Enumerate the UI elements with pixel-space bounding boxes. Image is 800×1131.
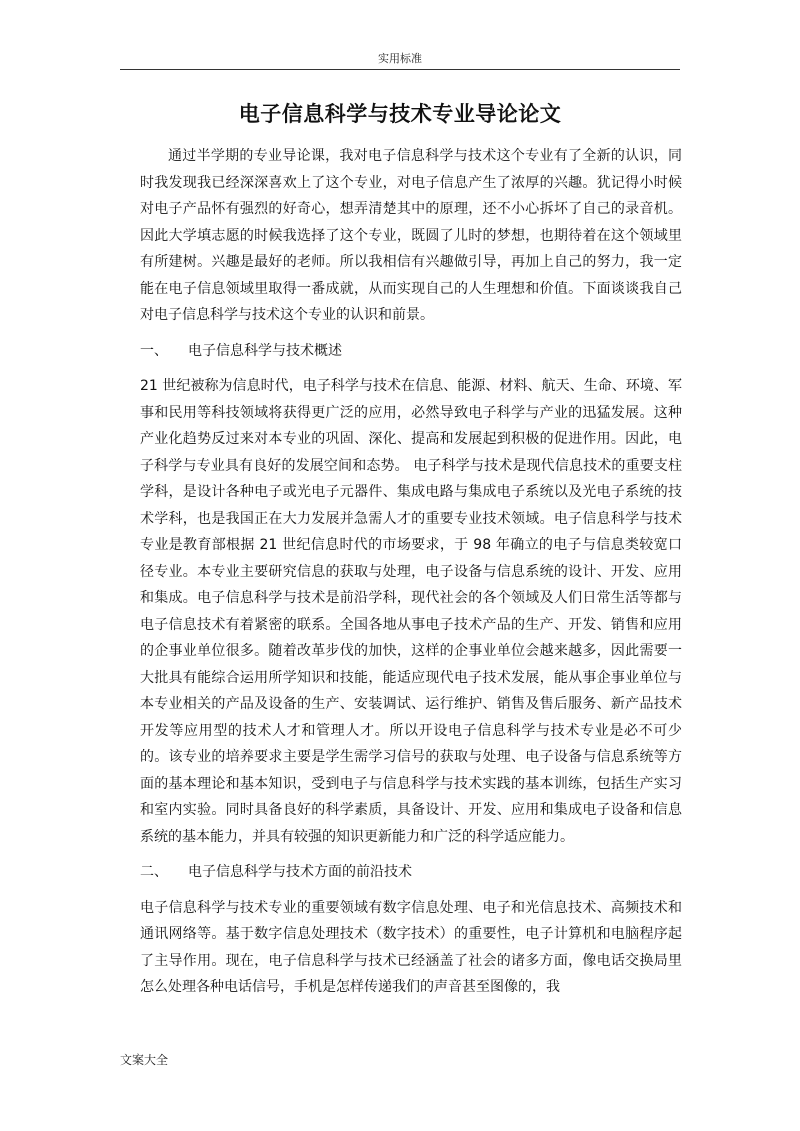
page-footer: 文案大全 bbox=[120, 1053, 169, 1067]
intro-paragraph: 通过半学期的专业导论课，我对电子信息科学与技术这个专业有了全新的认识，同时我发现我已经深深喜欢上了这个专业，对电子信息产生了浓厚的兴趣。犹记得小时候对电子产品怀有强烈的好奇心，想弄清楚其中的原理，还不小心拆坏了自己的录音机。因此大学填志愿的时候我选择了这个专业，既圆了儿时的梦想，也期待着在这个领域里有所建树。兴趣是最好的老师。所以我相信有兴趣做引导，再加上自己的努力，我一定能在电子信息领域里取得一番成就，从而实现自己的人生理想和价值。下面谈谈我自己对电子信息科学与技术这个专业的认识和前景。 bbox=[140, 148, 682, 323]
section-title: 电子信息科学与技术方面的前沿技术 bbox=[188, 864, 412, 880]
section-number: 一、 bbox=[140, 342, 168, 359]
section-heading-2 bbox=[140, 859, 682, 886]
section-title: 电子信息科学与技术概述 bbox=[188, 342, 342, 359]
section-number: 二、 bbox=[140, 864, 168, 880]
section-heading-1 bbox=[140, 338, 682, 365]
section-paragraph-1: 21 世纪被称为信息时代，电子科学与技术在信息、能源、材料、航天、生命、环境、军事和民用等科技领域将获得更广泛的应用，必然导致电子科学与产业的迅猛发展。这种产业化趋势反过来对本专业的巩固、深化、提高和发展起到积极的促进作用。因此，电子科学与专业具有良好的发展空间和态势。 电子科学与技术是现代信息技术的重要支柱学科，是设计各种电子或光电子元器件、集成电路与集成电子系统以及光电子系统的技术学科，也是我国正在大力发展并急需人才的重要专业技术领域。电子信息科学与技术专业是教育部根据 21 世纪信息时代的市场要求，于 98 年确立的电子与信息类较宽口径专业。本专业主要研究信息的获取与处理，电子设备与信息系统的设计、开发、应用和集成。电子信息科学与技术是前沿学科，现代社会的各个领域及人们日常生活等都与电子信息技术有着紧密的联系。全国各地从事电子技术产品的生产、开发、销售和应用的企事业单位很多。随着改革步伐的加快，这样的企事业单位会越来越多，因此需要一大批具有能综合运用所学知识和技能，能适应现代电子技术发展，能从事企事业单位与本专业相关的产品及设备的生产、安装调试、运行维护、销售及售后服务、新产品技术开发等应用型的技术人才和管理人才。所以开设电子信息科学与技术专业是必不可少的。该专业的培养要求主要是学生需学习信号的获取与处理、电子设备与信息系统等方面的基本理论和基本知识，受到电子与信息科学与技术实践的基本训练，包括生产实习和室内实验。同时具备良好的科学素质，具备设计、开发、应用和集成电子设备和信息系统的基本能力，并具有较强的知识更新能力和广泛的科学适应能力。 bbox=[140, 378, 682, 845]
header-divider bbox=[120, 69, 680, 70]
section-paragraph-2: 电子信息科学与技术专业的重要领域有数字信息处理、电子和光信息技术、高频技术和通讯网络等。基于数字信息处理技术（数字技术）的重要性，电子计算机和电脑程序起了主导作用。现在，电子信息科学与技术已经涵盖了社会的诸多方面，像电话交换局里怎么处理各种电话信号，手机是怎样传递我们的声音甚至图像的，我 bbox=[140, 899, 682, 995]
page-header: 实用标准 bbox=[378, 52, 422, 65]
document-body bbox=[140, 143, 682, 1001]
document-title: 电子信息科学与技术专业导论论文 bbox=[238, 102, 562, 126]
